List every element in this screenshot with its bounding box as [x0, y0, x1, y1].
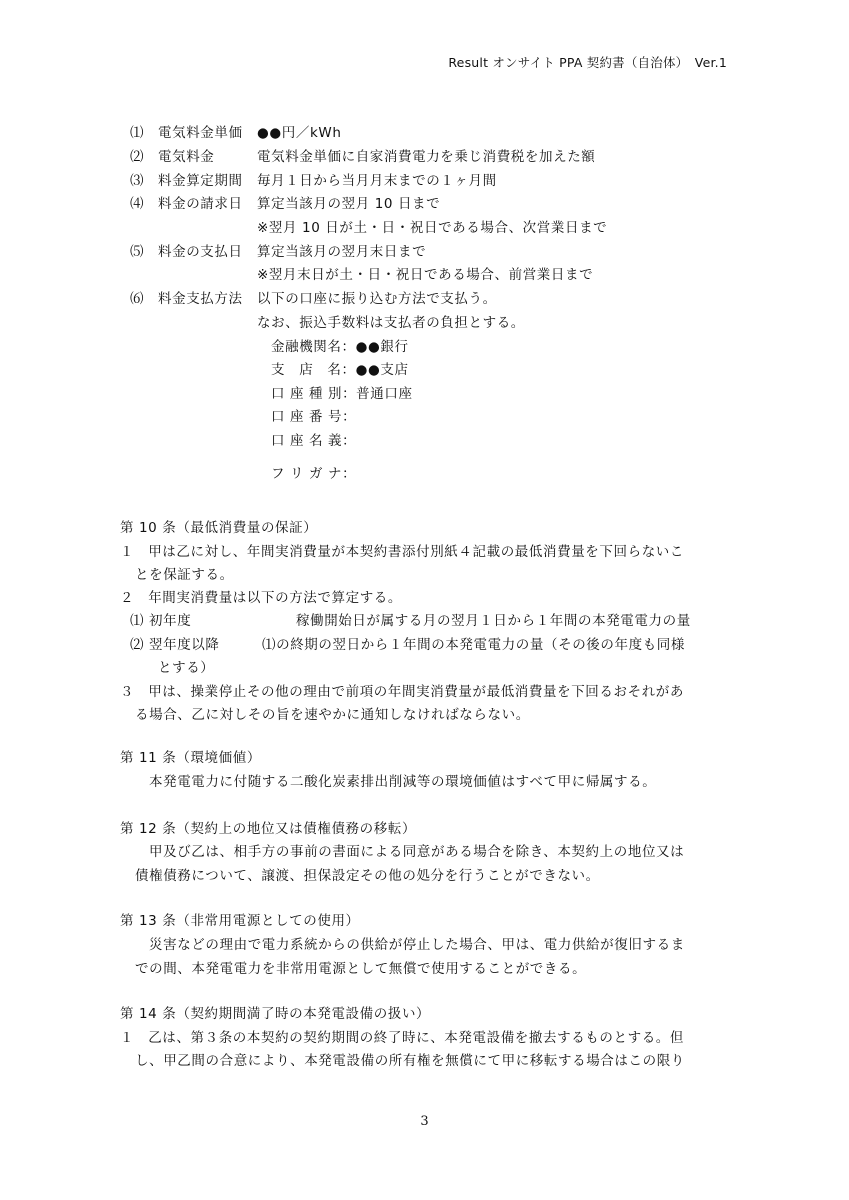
article-10-sub-2-cont: とする） — [158, 660, 215, 676]
bank-furigana: フ リ ガ ナ： — [271, 466, 357, 482]
article-10-heading: 第 10 条（最低消費量の保証） — [120, 520, 318, 536]
page-number: 3 — [420, 1114, 429, 1129]
item-6-number: ⑹ — [130, 291, 145, 307]
item-3-value: 毎月１日から当月月末までの１ヶ月間 — [257, 173, 497, 189]
article-10-para-1: １ 甲は乙に対し、年間実消費量が本契約書添付別紙４記載の最低消費量を下回らないこ — [120, 544, 684, 560]
article-10-para-1-cont: とを保証する。 — [135, 567, 234, 583]
item-4-number: ⑷ — [130, 196, 145, 212]
item-3-label: 料金算定期間 — [158, 173, 243, 189]
item-2-number: ⑵ — [130, 149, 145, 165]
item-5-note: ※翌月末日が土・日・祝日である場合、前営業日まで — [257, 267, 594, 283]
article-10-para-2: ２ 年間実消費量は以下の方法で算定する。 — [120, 590, 402, 606]
item-1-value: ●●円／kWh — [257, 125, 342, 141]
article-11-para: 本発電電力に付随する二酸化炭素排出削減等の環境価値はすべて甲に帰属する。 — [149, 774, 657, 790]
article-10-sub-1-label: ⑴ 初年度 — [130, 613, 192, 629]
item-5-label: 料金の支払日 — [158, 244, 243, 260]
bank-account-number: 口 座 番 号： — [271, 409, 357, 425]
article-13-para-cont: での間、本発電電力を非常用電源として無償で使用することができる。 — [135, 961, 587, 977]
bank-branch: 支 店 名：●●支店 — [271, 362, 409, 378]
article-12-para-cont: 債権債務について、譲渡、担保設定その他の処分を行うことができない。 — [135, 868, 600, 884]
item-4-value: 算定当該月の翌月 10 日まで — [257, 196, 441, 212]
bank-institution: 金融機関名：●●銀行 — [271, 339, 409, 355]
article-12-heading: 第 12 条（契約上の地位又は債権債務の移転） — [120, 821, 417, 837]
bank-account-type: 口 座 種 別：普通口座 — [271, 386, 413, 402]
article-10-sub-2-label: ⑵ 翌年度以降 — [130, 637, 220, 653]
article-12-para: 甲及び乙は、相手方の事前の書面による同意がある場合を除き、本契約上の地位又は — [149, 844, 685, 860]
article-10-para-3: ３ 甲は、操業停止その他の理由で前項の年間実消費量が最低消費量を下回るおそれがあ — [120, 684, 684, 700]
item-5-value: 算定当該月の翌月末日まで — [257, 244, 427, 260]
article-14-para-1-cont: し、甲乙間の合意により、本発電設備の所有権を無償にて甲に移転する場合はこの限り — [135, 1053, 685, 1069]
bank-account-holder: 口 座 名 義： — [271, 433, 357, 449]
article-14-heading: 第 14 条（契約期間満了時の本発電設備の扱い） — [120, 1006, 431, 1022]
item-6-note: なお、振込手数料は支払者の負担とする。 — [257, 315, 525, 331]
item-6-label: 料金支払方法 — [158, 291, 243, 307]
document-header: Result オンサイト PPA 契約書（自治体） Ver.1 — [448, 55, 727, 70]
item-2-value: 電気料金単価に自家消費電力を乗じ消費税を加えた額 — [257, 149, 596, 165]
item-1-number: ⑴ — [130, 125, 145, 141]
article-11-heading: 第 11 条（環境価値） — [120, 750, 261, 766]
item-5-number: ⑸ — [130, 244, 145, 260]
article-13-para: 災害などの理由で電力系統からの供給が停止した場合、甲は、電力供給が復旧するま — [149, 937, 685, 953]
article-10-para-3-cont: る場合、乙に対しその旨を速やかに通知しなければならない。 — [135, 707, 530, 723]
item-4-note: ※翌月 10 日が土・日・祝日である場合、次営業日まで — [257, 220, 608, 236]
item-6-value: 以下の口座に振り込む方法で支払う。 — [257, 291, 497, 307]
article-13-heading: 第 13 条（非常用電源としての使用） — [120, 913, 360, 929]
article-14-para-1: １ 乙は、第３条の本契約の契約期間の終了時に、本発電設備を撤去するものとする。但 — [120, 1030, 684, 1046]
item-2-label: 電気料金 — [158, 149, 215, 165]
article-10-sub-1-text: 稼働開始日が属する月の翌月１日から１年間の本発電電力の量 — [296, 613, 691, 629]
item-4-label: 料金の請求日 — [158, 196, 243, 212]
item-1-label: 電気料金単価 — [158, 125, 243, 141]
item-3-number: ⑶ — [130, 173, 145, 189]
article-10-sub-2-text: ⑴の終期の翌日から１年間の本発電電力の量（その後の年度も同様 — [262, 637, 685, 653]
